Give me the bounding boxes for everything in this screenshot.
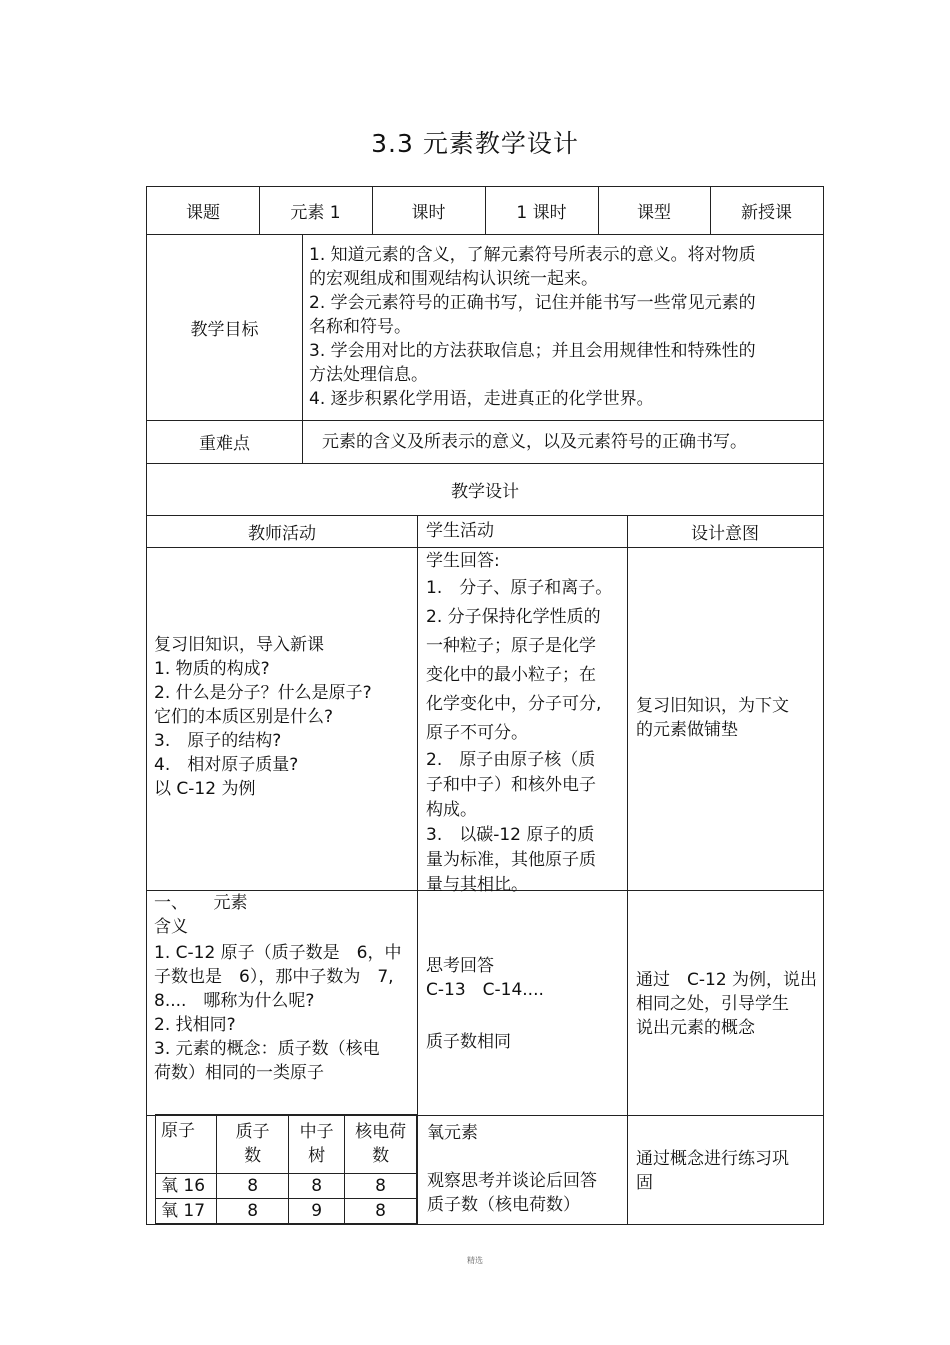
objective-line: 1. 知道元素的含义，了解元素符号所表示的意义。将对物质	[309, 245, 756, 265]
isotope-table-header	[156, 1115, 417, 1174]
header-text: 1 课时	[516, 203, 567, 223]
header-text: 树	[308, 1146, 326, 1166]
intent-line: 复习旧知识，为下文	[636, 696, 789, 716]
column-header-text: 学生活动	[426, 521, 494, 541]
teacher-line: 含义	[154, 917, 188, 937]
header-cell-type-value	[710, 186, 824, 235]
isotope-cell: 9	[289, 1199, 345, 1224]
isotope-cell: 氧 16	[156, 1174, 217, 1199]
teacher-line: 以 C-12 为例	[154, 779, 256, 799]
isotope-table	[155, 1114, 417, 1224]
header-cell-topic-label	[146, 186, 260, 235]
intent-line: 通过 C-12 为例，说出	[636, 970, 818, 990]
student-line: 量为标准，其他原子质	[426, 850, 596, 870]
student-line: 质子数相同	[426, 1032, 511, 1052]
student-line: 质子数（核电荷数）	[427, 1195, 580, 1215]
objective-line: 4. 逐步积累化学用语，走进真正的化学世界。	[309, 389, 654, 409]
intent-line: 说出元素的概念	[636, 1018, 755, 1038]
key-points-content-cell	[302, 420, 824, 464]
teacher-line: 1. C-12 原子（质子数是 6，中	[154, 943, 402, 963]
row3-intent-cell	[627, 1115, 824, 1225]
column-header-text: 设计意图	[691, 523, 759, 544]
student-line: 氧元素	[427, 1123, 478, 1143]
header-text: 质子	[235, 1122, 270, 1142]
student-line: 一种粒子；原子是化学	[426, 636, 596, 656]
isotope-header-charge	[345, 1115, 417, 1174]
column-header-text: 教师活动	[248, 523, 316, 544]
student-line: 化学变化中，分子可分,	[426, 694, 602, 714]
teacher-line: 8.... 哪称为什么呢?	[154, 991, 315, 1011]
objective-line: 名称和符号。	[309, 317, 411, 337]
header-cell-period-value	[485, 186, 599, 235]
student-line: 构成。	[426, 800, 477, 820]
row3-student-cell	[417, 1115, 628, 1225]
teacher-line: 子数也是 6），那中子数为 7,	[154, 967, 394, 987]
student-line: 2. 分子保持化学性质的	[426, 607, 601, 627]
student-line	[427, 1145, 597, 1169]
isotope-cell: 8	[217, 1199, 289, 1224]
header-text: 新授课	[741, 203, 792, 223]
intent-line: 通过概念进行练习巩	[636, 1149, 789, 1169]
isotope-cell: 8	[217, 1174, 289, 1199]
intent-line: 相同之处，引导学生	[636, 994, 789, 1014]
teacher-line: 3. 元素的概念：质子数（核电	[154, 1039, 380, 1059]
page-title: 3.3 元素教学设计	[371, 129, 579, 158]
header-text: 数	[244, 1146, 262, 1166]
isotope-cell: 8	[289, 1174, 345, 1199]
intent-line: 固	[636, 1173, 653, 1193]
header-cell-type-label	[598, 186, 711, 235]
student-line: 学生回答:	[426, 551, 500, 571]
header-text: 课时	[411, 203, 446, 223]
header-text: 课型	[637, 203, 671, 223]
key-points-label: 重难点	[199, 434, 250, 454]
isotope-header-protons	[217, 1115, 289, 1174]
header-text: 原子	[161, 1121, 195, 1141]
teacher-line: 1. 物质的构成?	[154, 659, 270, 679]
student-line: C-13 C-14....	[426, 980, 544, 1000]
row3-teacher-cell	[146, 1115, 418, 1225]
student-line: 原子不可分。	[426, 723, 528, 743]
column-header-intent	[627, 515, 824, 548]
header-text: 核电荷	[355, 1122, 407, 1142]
intent-line: 的元素做铺垫	[636, 720, 738, 740]
student-line: 子和中子）和核外电子	[426, 775, 596, 795]
objectives-content-cell	[302, 234, 824, 421]
isotope-table-row	[156, 1174, 417, 1199]
teacher-line: 3. 原子的结构?	[154, 731, 282, 751]
isotope-header-atom	[156, 1115, 217, 1174]
teacher-line: 4. 相对原子质量?	[154, 755, 299, 775]
student-line: 观察思考并谈论后回答	[427, 1171, 597, 1191]
header-text: 中子	[299, 1122, 334, 1142]
row2-student-cell	[417, 890, 628, 1116]
row1-student-cell	[417, 547, 628, 895]
isotope-table-row	[156, 1199, 417, 1224]
teacher-line: 它们的本质区别是什么?	[154, 707, 334, 727]
student-line: 变化中的最小粒子；在	[426, 665, 596, 685]
student-line: 量与其相比。	[426, 875, 528, 895]
student-line: 2. 原子由原子核（质	[426, 750, 596, 770]
column-header-student	[417, 515, 628, 548]
isotope-cell: 氧 17	[156, 1199, 217, 1224]
teacher-line: 一、 元素	[154, 893, 248, 913]
key-points-label-cell	[146, 420, 303, 464]
teacher-line: 2. 什么是分子？什么是原子?	[154, 683, 372, 703]
objective-line: 方法处理信息。	[309, 365, 428, 385]
key-points-text: 元素的含义及所表示的意义，以及元素符号的正确书写。	[322, 431, 747, 452]
row2-teacher-cell	[146, 890, 418, 1116]
student-line: 1. 分子、原子和离子。	[426, 578, 613, 598]
objective-line: 2. 学会元素符号的正确书写，记住并能书写一些常见元素的	[309, 293, 756, 313]
isotope-header-neutrons	[289, 1115, 345, 1174]
teacher-line: 复习旧知识，导入新课	[154, 635, 324, 655]
teacher-line: 2. 找相同?	[154, 1015, 236, 1035]
header-text: 元素 1	[290, 203, 341, 223]
design-header: 教学设计	[451, 481, 519, 502]
header-cell-period-label	[372, 186, 486, 235]
student-line: 思考回答	[426, 956, 494, 976]
isotope-cell: 8	[345, 1174, 417, 1199]
header-text: 课题	[186, 203, 220, 223]
objective-line: 的宏观组成和围观结构认识统一起来。	[309, 269, 598, 289]
objectives-label: 教学目标	[190, 319, 259, 340]
objective-line: 3. 学会用对比的方法获取信息；并且会用规律性和特殊性的	[309, 341, 756, 361]
row1-teacher-cell	[146, 547, 418, 891]
student-line	[426, 1002, 544, 1030]
row1-intent-cell	[627, 547, 824, 891]
column-header-teacher	[146, 515, 418, 548]
header-cell-topic-value	[259, 186, 373, 235]
objectives-label-cell	[146, 234, 303, 421]
student-line: 3. 以碳-12 原子的质	[426, 825, 595, 845]
row2-intent-cell	[627, 890, 824, 1116]
header-text: 数	[372, 1146, 390, 1166]
design-header-cell	[146, 463, 824, 516]
teacher-line: 荷数）相同的一类原子	[154, 1063, 324, 1083]
isotope-cell: 8	[345, 1199, 417, 1224]
page-footer: 精选	[467, 1256, 483, 1265]
